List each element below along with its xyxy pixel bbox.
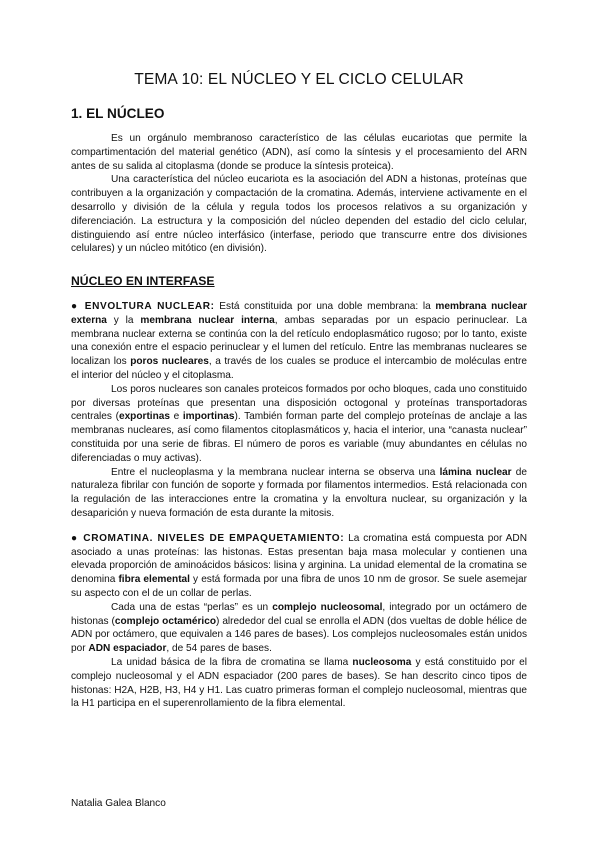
- term-complejo-nucleosomal: complejo nucleosomal: [272, 601, 383, 613]
- sub-heading-interfase: NÚCLEO EN INTERFASE: [71, 274, 215, 288]
- intro-paragraph-2: Una característica del núcleo eucariota es la asociación del ADN a histonas, proteínas que contribuyen a la organización y compactación de la cromatina. Además, interviene activamente en el desarrollo y división de la célula y regula todos los procesos relativos a su organización y diferenciación. La estructura y la composición del núcleo dependen del estadio del ciclo celular, distinguiendo así entre núcleo interfásico (interfase, periodo que transcurre entre dos divisiones celulares) y un núcleo mitótico (en división).: [71, 174, 527, 255]
- term-membrana-interna: membrana nuclear interna: [140, 314, 275, 326]
- envoltura-paragraph-3: Entre el nucleoplasma y la membrana nuclear interna se observa una lámina nuclear de naturaleza fibrilar con función de soporte y formada por filamentos intermedios. Está relacionada con la regulación de las interacciones entre la cromatina y la envoltura nuclear, su organización y la desaparición y nueva formación de esta durante la mitosis.: [71, 466, 527, 519]
- term-exportinas: exportinas: [118, 411, 170, 423]
- cromatina-title: ● CROMATINA. NIVELES DE EMPAQUETAMIENTO:: [71, 532, 345, 544]
- intro-text: [71, 132, 527, 256]
- term-importinas: importinas: [182, 411, 235, 423]
- cromatina-paragraph-2: Cada una de estas “perlas” es un complejo nucleosomal, integrado por un octámero de histonas (complejo octamérico) alrededor del cual se enrolla el ADN (dos vueltas de doble hélice de ADN por octámero, que equivalen a 146 pares de bases). Los complejos nucleosomales están unidos por ADN espaciador, de 54 pares de bases.: [71, 601, 527, 655]
- term-poros-nucleares: poros nucleares: [130, 356, 209, 368]
- term-complejo-octamerico: complejo octamérico: [114, 615, 217, 627]
- envoltura-paragraph-1: ● ENVOLTURA NUCLEAR: Está constituida por una doble membrana: la membrana nuclear externa y la membrana nuclear interna, ambas separadas por un espacio perinuclear. La membrana nuclear externa se continúa con la del retículo endoplasmático rugoso; por lo tanto, existe una conexión entre el espacio perinuclear y el lumen del retículo. Entre las membranas nucleares se localizan los poros nucleares, a través de los cuales se produce el intercambio de moléculas entre el interior del núcleo y el citoplasma.: [71, 301, 528, 381]
- term-nucleosoma: nucleosoma: [352, 656, 412, 668]
- footer-author: Natalia Galea Blanco: [71, 798, 166, 809]
- term-membrana-externa: membrana nuclear externa: [71, 301, 528, 326]
- term-fibra-elemental: fibra elemental: [118, 574, 190, 586]
- document-title: TEMA 10: EL NÚCLEO Y EL CICLO CELULAR: [134, 71, 464, 88]
- term-adn-espaciador: ADN espaciador: [88, 643, 167, 655]
- interfase-text: [71, 300, 527, 711]
- cromatina-paragraph-3: La unidad básica de la fibra de cromatina se llama nucleosoma y está constituido por el complejo nucleosomal y el ADN espaciador (200 pares de bases). Se han descrito cinco tipos de histonas: H2A, H2B, H3, H4 y H1. Las cuatro primeras forman el complejo nucleosomal, mientras que la H1 participa en el superenrollamiento de la fibra elemental.: [71, 656, 527, 710]
- cromatina-paragraph-1: ● CROMATINA. NIVELES DE EMPAQUETAMIENTO: La cromatina está compuesta por ADN asociado a unas proteínas: las histonas. Estas presentan baja masa molecular y contienen una elevada proporción de aminoácidos básicos: lisina y arginina. La unidad elemental de la cromatina se denomina fibra elemental y está formada por una fibra de unos 10 nm de grosor. Se suele asemejar su aspecto con el de un collar de perlas.: [71, 532, 527, 599]
- envoltura-paragraph-2: Los poros nucleares son canales proteicos formados por ocho bloques, cada uno constituido por diversas proteínas que presentan una disposición octogonal y proteínas transportadoras centrales (exportinas e importinas). También forman parte del complejo proteínas de anclaje a las membranas nucleares, así como filamentos citoplasmáticos y, hacia el interior, una “canasta nuclear” constituida por una serie de fibras. El número de poros es variable (muy abundantes en células no diferenciadas o muy activas).: [71, 383, 527, 464]
- intro-paragraph-1: Es un orgánulo membranoso característico de las células eucariotas que permite la compartimentación del material genético (ADN), así como la síntesis y el procesamiento del ARN antes de su salida al citoplasma (donde se produce la síntesis proteica).: [71, 133, 527, 172]
- term-lamina-nuclear: lámina nuclear: [439, 466, 512, 478]
- section-heading: 1. EL NÚCLEO: [71, 106, 165, 121]
- envoltura-title: ● ENVOLTURA NUCLEAR:: [71, 301, 215, 312]
